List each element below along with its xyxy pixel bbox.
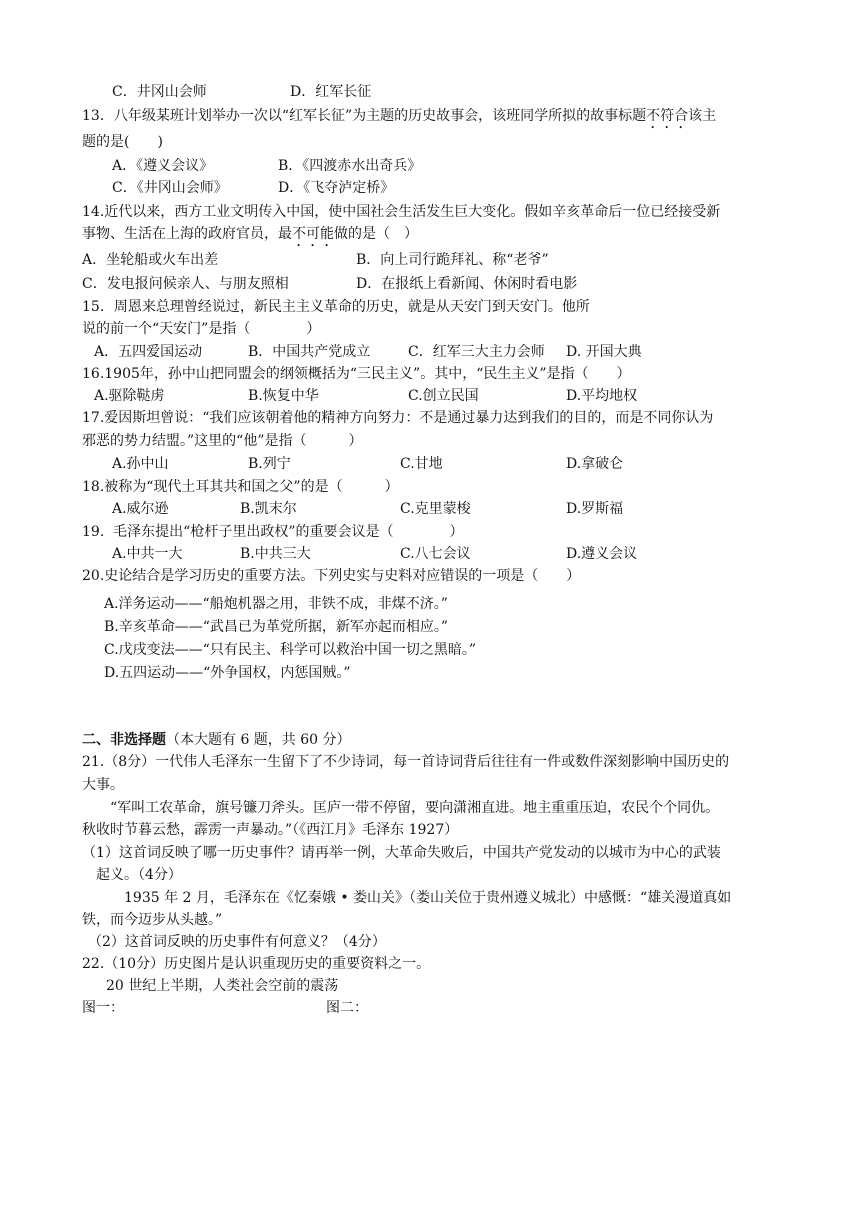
q21-poem-line3: 1935 年 2 月，毛泽东在《忆秦娥 • 娄山关》（娄山关位于贵州遵义城北）中感慨：“雄关漫道真如 bbox=[96, 890, 732, 906]
q13-option-b: B．《四渡赤水出奇兵》 bbox=[278, 158, 422, 174]
q14-option-b: B．向上司行跪拜礼、称“老爷” bbox=[356, 252, 549, 268]
q14-option-c: C．发电报问候亲人、与朋友照相 bbox=[82, 276, 289, 292]
q16-option-b: B.恢复中华 bbox=[248, 388, 319, 404]
q15-option-b: B．中国共产党成立 bbox=[248, 344, 371, 360]
q18-stem-line1: 18.被称为“现代土耳其共和国之父”的是（ ） bbox=[82, 479, 399, 495]
q22-stem-line1: 22.（10分）历史图片是认识重现历史的重要资料之一。 bbox=[82, 956, 431, 972]
q19-option-c: C.八七会议 bbox=[400, 546, 471, 562]
q20-option-a: A.洋务运动——“船炮机器之用，非铁不成，非煤不济。” bbox=[104, 596, 448, 612]
q19-option-d: D.遵义会议 bbox=[566, 546, 638, 562]
q14-stem-line1: 14.近代以来，西方工业文明传入中国，使中国社会生活发生巨大变化。假如辛亥革命后一位已经接受新 bbox=[82, 204, 721, 220]
q17-option-c: C.甘地 bbox=[400, 456, 443, 472]
q22-stem-line2: 20 世纪上半期，人类社会空前的震荡 bbox=[92, 978, 339, 994]
q15-option-a: A．五四爱国运动 bbox=[94, 344, 203, 360]
q13-option-c: C．《井冈山会师》 bbox=[112, 180, 228, 196]
q17-option-d: D.拿破仑 bbox=[566, 456, 624, 472]
q18-option-a: A.威尔逊 bbox=[112, 501, 169, 517]
q13-stem-line2: 题的是( ) bbox=[82, 134, 163, 150]
q18-option-b: B.凯末尔 bbox=[240, 501, 297, 517]
q21-sub2: （2）这首词反映的历史事件有何意义？（4分） bbox=[88, 934, 386, 950]
q19-option-a: A.中共一大 bbox=[112, 546, 183, 562]
q21-poem-line1: “军叫工农革命，旗号镰刀斧头。匡庐一带不停留，要向潇湘直进。地主重重压迫，农民个个同仇。 bbox=[96, 800, 720, 816]
q22-figure2-label: 图二： bbox=[326, 1000, 368, 1016]
q17-stem-line1: 17.爱因斯坦曾说：“我们应该朝着他的精神方向努力：不是通过暴力达到我们的目的，而是不同你认为 bbox=[82, 410, 714, 426]
q12-option-d: D．红军长征 bbox=[290, 84, 372, 100]
q16-option-d: D.平均地权 bbox=[566, 388, 638, 404]
q20-option-b: B.辛亥革命——“武昌已为革党所据，新军亦起而相应。” bbox=[104, 619, 449, 635]
q13-emphasis: 不符合 bbox=[646, 108, 689, 124]
q15-option-d: D. 开国大典 bbox=[566, 344, 642, 360]
q16-option-a: A.驱除鞑虏 bbox=[94, 388, 165, 404]
q16-option-c: C.创立民国 bbox=[408, 388, 479, 404]
q14-option-d: D．在报纸上看新闻、休闲时看电影 bbox=[356, 276, 578, 292]
q20-stem-line1: 20.史论结合是学习历史的重要方法。下列史实与史料对应错误的一项是（ ） bbox=[82, 568, 581, 584]
q14-stem-part2: 做的是（ ） bbox=[334, 226, 418, 242]
q21-sub1-line1: （1）这首词反映了哪一历史事件？请再举一例，大革命失败后，中国共产党发动的以城市为中心的武装 bbox=[82, 845, 721, 861]
q17-option-b: B.列宁 bbox=[248, 456, 291, 472]
q15-stem-line1: 15．周恩来总理曾经说过，新民主主义革命的历史，就是从天安门到天安门。他所 bbox=[82, 299, 590, 315]
q17-option-a: A.孙中山 bbox=[112, 456, 169, 472]
q21-stem-line1: 21.（8分）一代伟人毛泽东一生留下了不少诗词，每一首诗词背后往往有一件或数件深刻影响中国历史的 bbox=[82, 754, 730, 770]
q16-stem-line1: 16.1905年，孙中山把同盟会的纲领概括为“三民主义”。其中，“民生主义”是指（ ） bbox=[82, 366, 631, 382]
q19-stem-line1: 19. 毛泽东提出“枪杆子里出政权”的重要会议是（ ） bbox=[82, 524, 464, 540]
q20-option-c: C.戊戌变法——“只有民主、科学可以救治中国一切之黑暗。” bbox=[104, 642, 476, 658]
q14-stem-part1: 事物、生活在上海的政府官员，最 bbox=[82, 226, 292, 242]
q14-option-a: A．坐轮船或火车出差 bbox=[82, 252, 219, 268]
q21-poem-line2: 秋收时节暮云愁，霹雳一声暴动。”（《西江月》毛泽东 1927） bbox=[82, 822, 459, 838]
section2-title: 二、非选择题 bbox=[82, 732, 166, 748]
q18-option-d: D.罗斯福 bbox=[566, 501, 624, 517]
q18-option-c: C.克里蒙梭 bbox=[400, 501, 471, 517]
q13-stem-part1: 13．八年级某班计划举办一次以“红军长征”为主题的历史故事会，该班同学所拟的故事标题 bbox=[82, 108, 647, 124]
q20-option-d: D.五四运动——“外争国权，内惩国贼。” bbox=[104, 665, 351, 681]
q13-option-a: A．《遵义会议》 bbox=[112, 158, 214, 174]
q13-option-d: D．《飞夺泸定桥》 bbox=[278, 180, 395, 196]
q19-option-b: B.中共三大 bbox=[240, 546, 311, 562]
q21-poem-line4: 铁，而今迈步从头越。” bbox=[82, 912, 223, 928]
q14-stem-line2 bbox=[82, 224, 418, 250]
section2-header bbox=[82, 730, 351, 750]
q21-stem-line2: 大事。 bbox=[82, 777, 124, 793]
q22-figure1-label: 图一： bbox=[82, 1000, 124, 1016]
q13-stem-part2: 该主 bbox=[688, 108, 717, 124]
q12-option-c: C．井冈山会师 bbox=[112, 84, 207, 100]
q17-stem-line2: 邪恶的势力结盟。”这里的“他”是指（ ） bbox=[82, 433, 363, 449]
q21-sub1-line2: 起义。（4分） bbox=[96, 867, 182, 883]
q15-option-c: C．红军三大主力会师 bbox=[408, 344, 545, 360]
q15-stem-line2: 说的前一个“天安门”是指（ ） bbox=[82, 321, 321, 337]
section2-note: （本大题有 6 题，共 60 分） bbox=[166, 732, 351, 748]
q13-stem-line1 bbox=[82, 106, 716, 132]
q14-emphasis: 不可能 bbox=[292, 226, 334, 242]
